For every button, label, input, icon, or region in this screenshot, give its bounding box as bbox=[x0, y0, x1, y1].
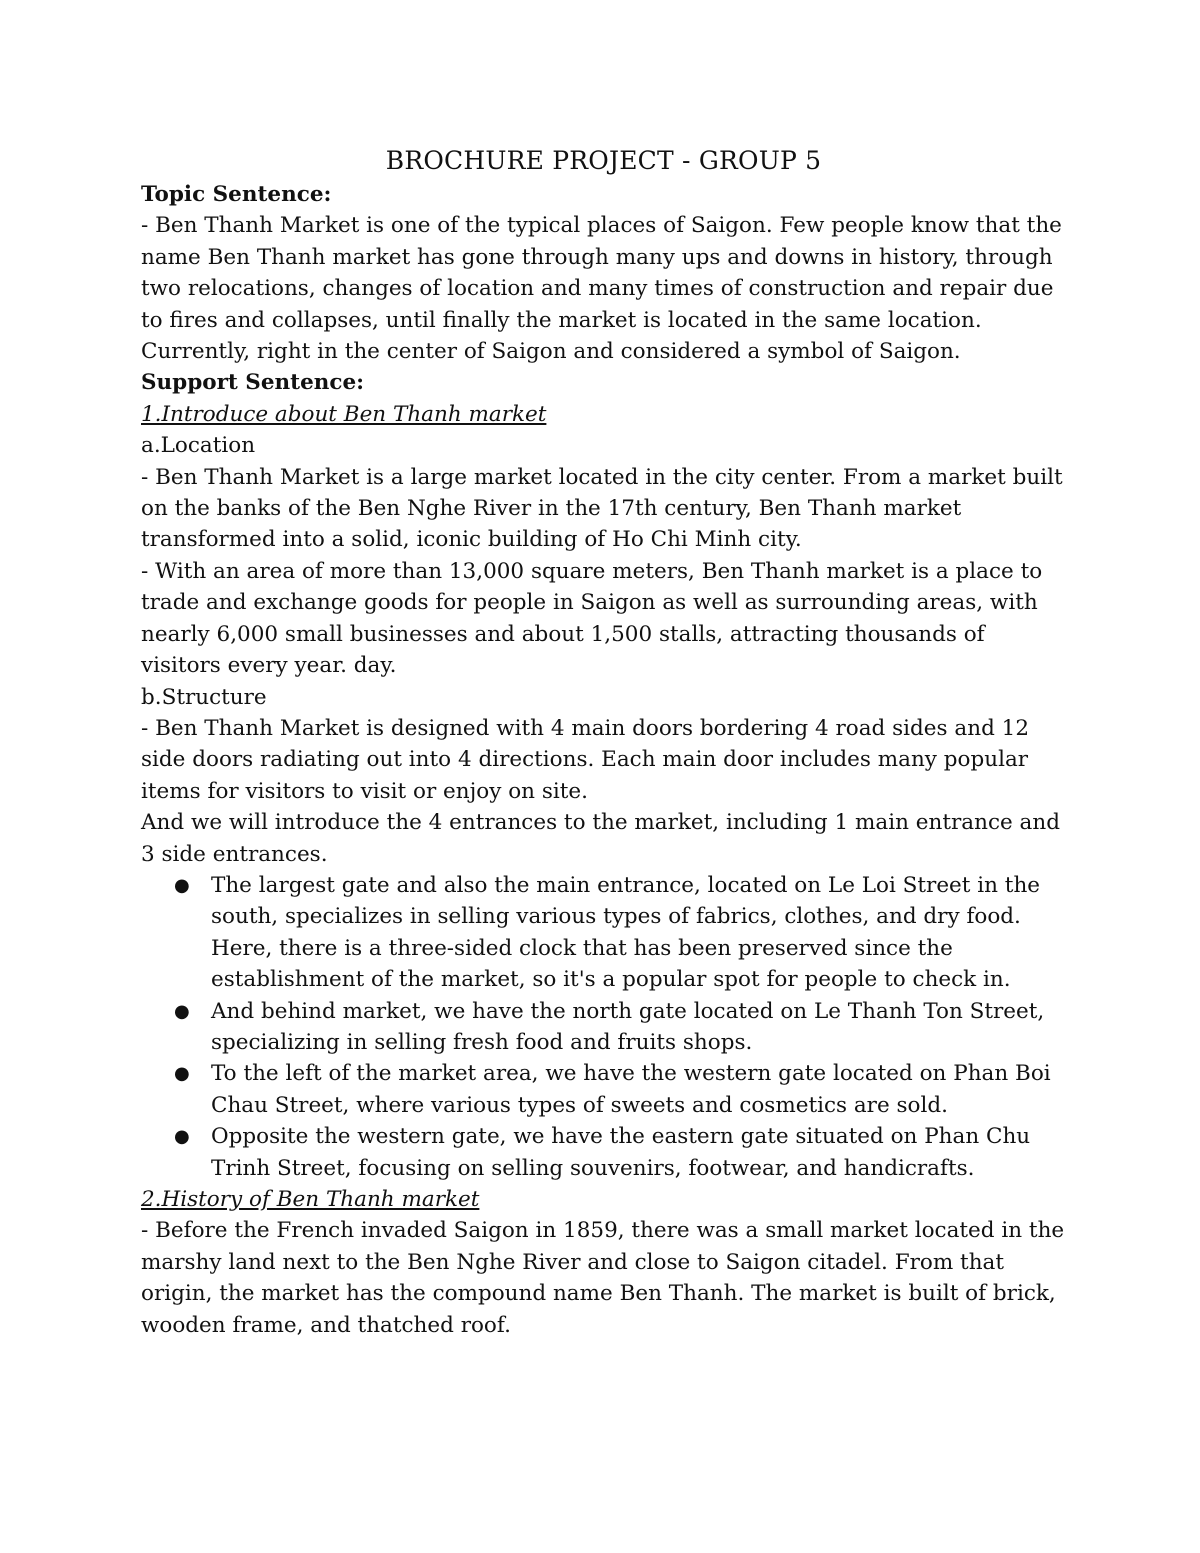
list-item bbox=[174, 1121, 1066, 1184]
list-item bbox=[174, 996, 1066, 1059]
bullet-icon: ● bbox=[174, 874, 190, 896]
entrances-list bbox=[141, 870, 1066, 1184]
list-item-text: Opposite the western gate, we have the eastern gate situated on Phan Chu Trinh Street, focusing on selling souvenirs, footwear, and handicrafts. bbox=[211, 1124, 1031, 1181]
section-2-heading: 2.History of Ben Thanh market bbox=[141, 1187, 480, 1212]
topic-sentence-text: - Ben Thanh Market is one of the typical places of Saigon. Few people know that the name Ben Thanh market has gone through many ups and downs in history, through two relocations, changes of location and many times of construction and repair due to fires and collapses, until finally the market is located in the same location. Currently, right in the center of Saigon and considered a symbol of Saigon. bbox=[141, 213, 1062, 365]
bullet-icon: ● bbox=[174, 1063, 190, 1085]
structure-paragraph-1: - Ben Thanh Market is designed with 4 main doors bordering 4 road sides and 12 side doors radiating out into 4 directions. Each main door includes many popular items for visitors to visit or enjoy on site. bbox=[141, 715, 1030, 804]
bullet-icon: ● bbox=[174, 1126, 190, 1148]
structure-paragraph-2: And we will introduce the 4 entrances to the market, including 1 main entrance and 3 side entrances. bbox=[141, 810, 1060, 867]
document-title: BROCHURE PROJECT - GROUP 5 bbox=[385, 146, 822, 175]
location-paragraph-1: - Ben Thanh Market is a large market located in the city center. From a market built on the banks of the Ben Nghe River in the 17th century, Ben Thanh market transformed into a solid, iconic building of Ho Chi Minh city. bbox=[141, 464, 1063, 553]
list-item-text: The largest gate and also the main entrance, located on Le Loi Street in the south, specializes in selling various types of fabrics, clothes, and dry food. Here, there is a three-sided clock that has been preserved since the establishment of the market, so it's a popular spot for people to check in. bbox=[211, 872, 1041, 993]
subheading-location: a.Location bbox=[141, 433, 256, 459]
list-item-text: And behind market, we have the north gate located on Le Thanh Ton Street, specializing in selling fresh food and fruits shops. bbox=[211, 998, 1045, 1055]
list-item bbox=[174, 870, 1066, 996]
list-item-text: To the left of the market area, we have the western gate located on Phan Boi Chau Street, where various types of sweets and cosmetics are sold. bbox=[211, 1061, 1051, 1118]
list-item bbox=[174, 1058, 1066, 1121]
section-1-heading: 1.Introduce about Ben Thanh market bbox=[141, 401, 547, 427]
history-paragraph-1: - Before the French invaded Saigon in 1859, there was a small market located in the marshy land next to the Ben Nghe River and close to Saigon citadel. From that origin, the market has the compound name Ben Thanh. The market is built of brick, wooden frame, and thatched roof. bbox=[141, 1218, 1065, 1338]
topic-sentence-label: Topic Sentence: bbox=[141, 182, 332, 207]
document-page bbox=[141, 143, 1066, 1341]
support-sentence-label: Support Sentence: bbox=[141, 370, 365, 396]
bullet-icon: ● bbox=[174, 1000, 190, 1022]
location-paragraph-2: - With an area of more than 13,000 square meters, Ben Thanh market is a place to trade and exchange goods for people in Saigon as well as surrounding areas, with nearly 6,000 small businesses and about 1,500 stalls, attracting thousands of visitors every year. day. bbox=[141, 558, 1043, 679]
subheading-structure: b.Structure bbox=[141, 684, 267, 710]
